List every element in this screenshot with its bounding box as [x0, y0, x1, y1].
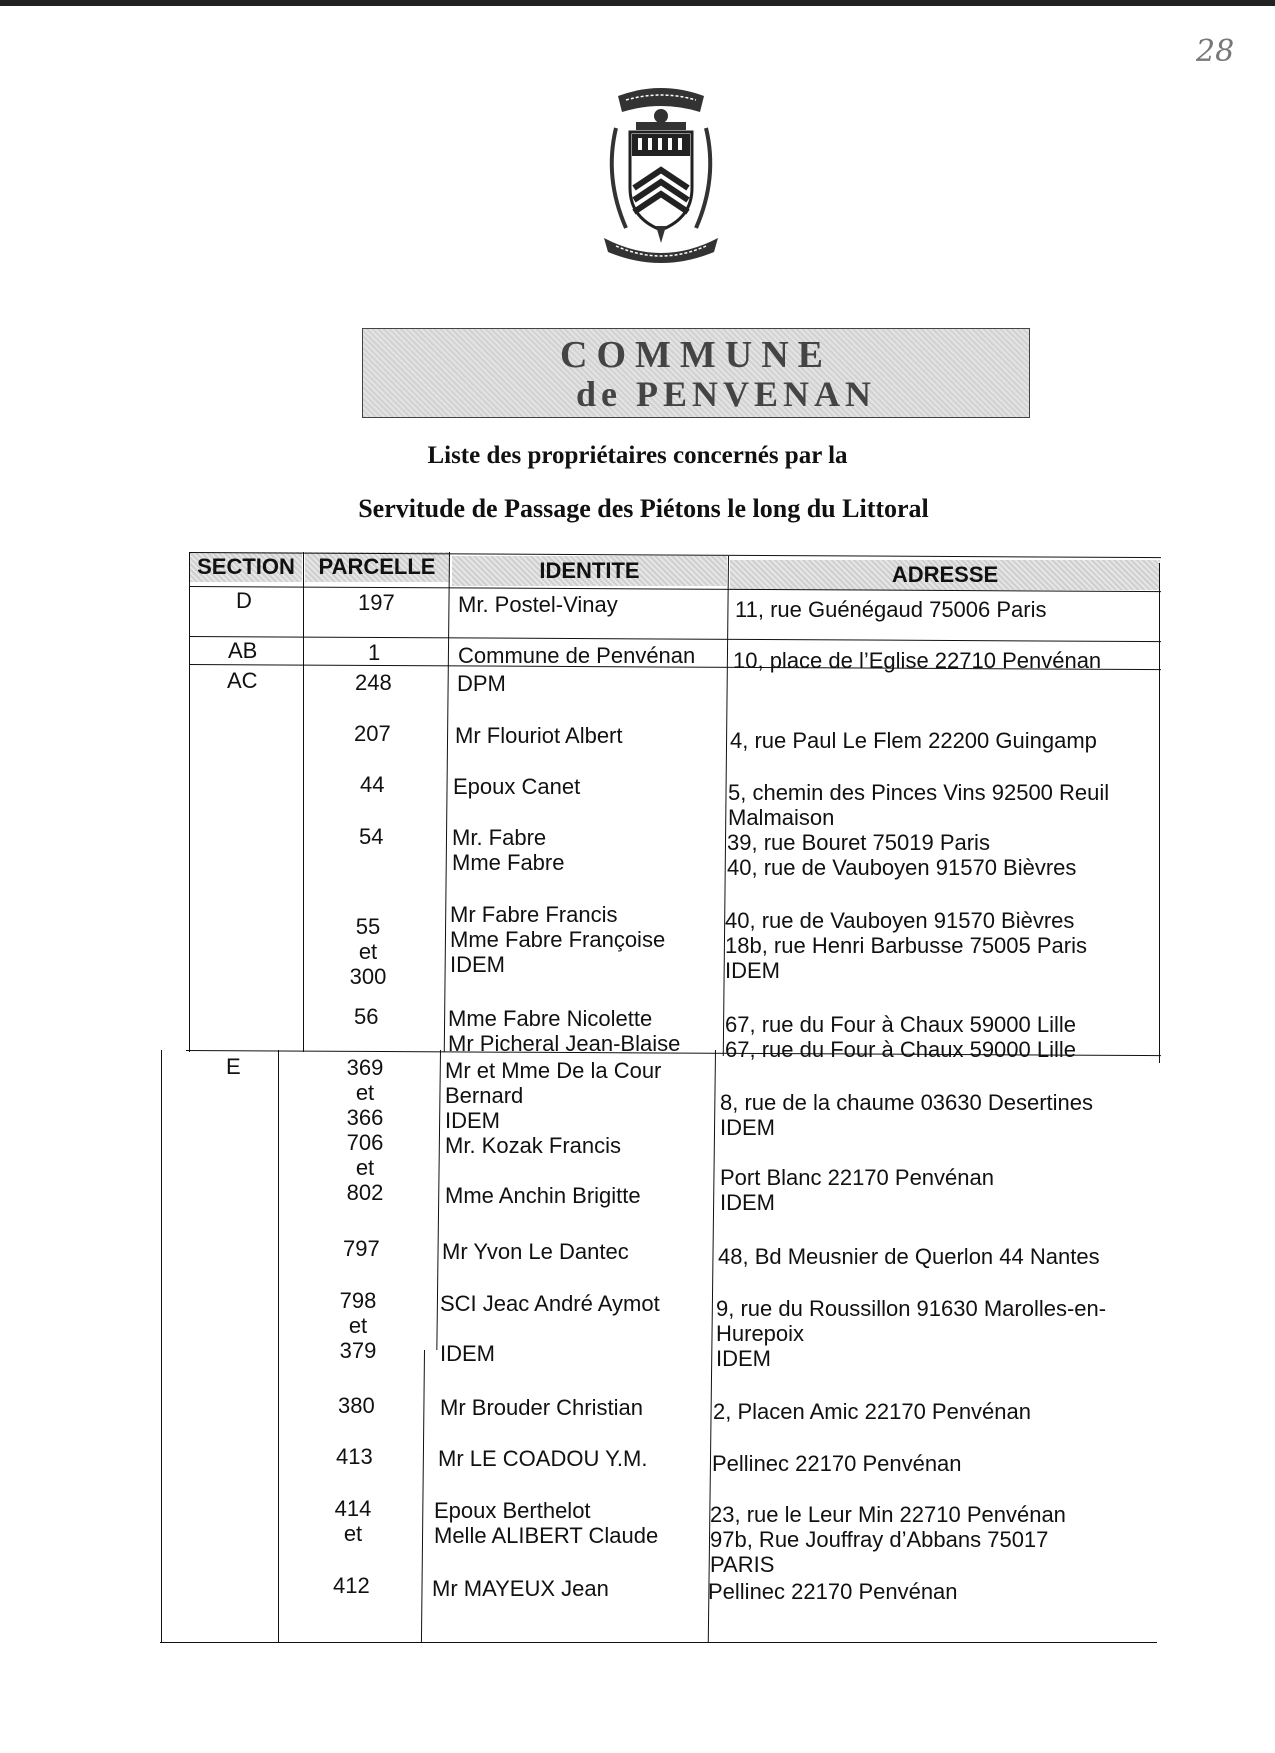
- scan-border-top: [0, 0, 1275, 6]
- cell-section: AC: [227, 668, 258, 693]
- coat-of-arms-logo: [596, 78, 726, 268]
- row-separator: [189, 636, 1161, 642]
- header-parcelle: PARCELLE: [305, 552, 449, 582]
- cell-adresse: Pellinec 22170 Penvénan: [708, 1579, 958, 1604]
- page-number: 28: [1196, 34, 1235, 69]
- cell-parcelle: 54: [359, 824, 384, 849]
- cell-identite: Mr LE COADOU Y.M.: [438, 1446, 648, 1471]
- cell-adresse: 40, rue de Vauboyen 91570 Bièvres 18b, rue Henri Barbusse 75005 Paris IDEM: [725, 908, 1087, 983]
- cell-identite: DPM: [457, 671, 506, 696]
- cell-section: AB: [228, 638, 258, 663]
- cell-identite: Mme Fabre Nicolette Mr Picheral Jean-Blaise: [448, 1006, 681, 1056]
- table-border-left: [161, 1050, 162, 1643]
- column-divider: [278, 1050, 279, 1643]
- cell-adresse: Pellinec 22170 Penvénan: [712, 1451, 962, 1476]
- document-title-line-2: Servitude de Passage des Piétons le long du Littoral: [358, 494, 929, 523]
- cell-identite: Mr Flouriot Albert: [455, 723, 623, 748]
- cell-parcelle: 44: [360, 772, 385, 797]
- cell-parcelle: 55 et 300: [349, 914, 387, 989]
- table-border-left: [189, 552, 190, 1052]
- cell-adresse: 4, rue Paul Le Flem 22200 Guingamp: [730, 728, 1097, 753]
- cell-adresse: 8, rue de la chaume 03630 Desertines IDEM Port Blanc 22170 Penvénan IDEM: [720, 1090, 1094, 1215]
- cell-adresse: 5, chemin des Pinces Vins 92500 Reuil Malmaison: [728, 780, 1110, 830]
- cell-identite: Epoux Berthelot Melle ALIBERT Claude: [434, 1498, 659, 1548]
- header-identite: IDENTITE: [452, 556, 727, 586]
- table-border-right: [1159, 563, 1160, 1063]
- banner-line-2: de PENVENAN: [575, 374, 876, 414]
- cell-parcelle: 248: [355, 670, 392, 695]
- cell-parcelle: 798 et 379: [339, 1288, 377, 1363]
- cell-adresse: 67, rue du Four à Chaux 59000 Lille 67, rue du Four à Chaux 59000 Lille: [725, 1012, 1077, 1062]
- cell-parcelle: 413: [336, 1444, 373, 1469]
- cell-parcelle: 56: [354, 1004, 379, 1029]
- cell-identite: Commune de Penvénan: [458, 643, 696, 668]
- cell-section: E: [226, 1054, 241, 1079]
- cell-parcelle: 380: [338, 1393, 375, 1418]
- cell-adresse: 39, rue Bouret 75019 Paris 40, rue de Vauboyen 91570 Bièvres: [727, 830, 1077, 880]
- cell-adresse: 2, Placen Amic 22170 Penvénan: [713, 1399, 1032, 1424]
- cell-adresse: 48, Bd Meusnier de Querlon 44 Nantes: [718, 1244, 1100, 1269]
- column-divider: [303, 552, 304, 1052]
- cell-identite: Epoux Canet: [453, 774, 581, 799]
- cell-adresse: 10, place de l’Eglise 22710 Penvénan: [733, 648, 1102, 673]
- cell-identite: Mr MAYEUX Jean: [432, 1576, 609, 1601]
- cell-identite: Mr et Mme De la Cour Bernard IDEM Mr. Kozak Francis Mme Anchin Brigitte: [445, 1058, 662, 1208]
- cell-parcelle: 797: [343, 1236, 380, 1261]
- cell-identite: Mr Yvon Le Dantec: [442, 1239, 629, 1264]
- commune-banner: [362, 328, 1030, 418]
- cell-adresse: 9, rue du Roussillon 91630 Marolles-en- Hurepoix IDEM: [716, 1296, 1107, 1371]
- banner-line-1: COMMUNE: [560, 334, 832, 376]
- cell-identite: Mr Brouder Christian: [440, 1395, 643, 1420]
- cell-parcelle: 207: [354, 721, 391, 746]
- cell-identite: SCI Jeac André Aymot IDEM: [440, 1291, 660, 1366]
- cell-parcelle: 414 et: [334, 1496, 372, 1546]
- cell-parcelle: 412: [333, 1573, 370, 1598]
- cell-identite: Mr. Fabre Mme Fabre: [452, 825, 565, 875]
- cell-adresse: 11, rue Guénégaud 75006 Paris: [735, 597, 1047, 622]
- header-section: SECTION: [190, 552, 302, 582]
- cell-parcelle: 369 et 366 706 et 802: [346, 1055, 384, 1205]
- header-adresse: ADRESSE: [730, 560, 1160, 590]
- cell-identite: Mr Fabre Francis Mme Fabre Françoise IDEM: [450, 902, 666, 977]
- column-divider: [421, 1350, 425, 1643]
- cell-section: D: [236, 588, 252, 613]
- cell-parcelle: 1: [368, 640, 381, 665]
- cell-parcelle: 197: [358, 590, 395, 615]
- cell-identite: Mr. Postel-Vinay: [458, 592, 618, 617]
- document-title-line-1: Liste des propriétaires concernés par la: [427, 442, 848, 469]
- cell-adresse: 23, rue le Leur Min 22710 Penvénan 97b, Rue Jouffray d’Abbans 75017 PARIS: [710, 1502, 1066, 1577]
- table-border-bottom: [160, 1642, 1157, 1643]
